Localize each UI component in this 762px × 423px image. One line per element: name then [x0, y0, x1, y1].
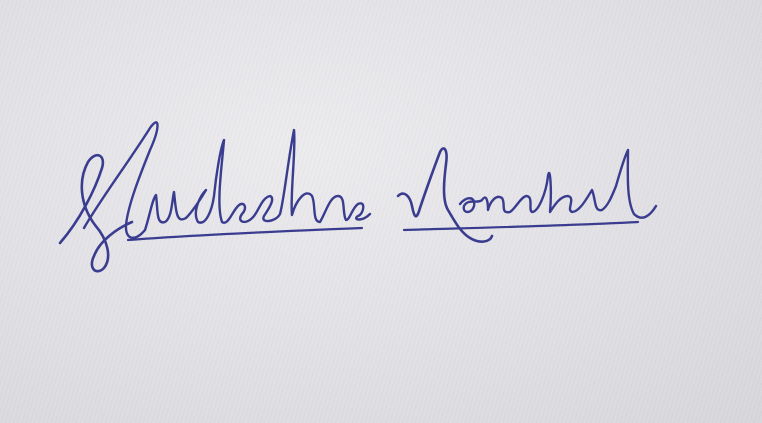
underline-last-name [404, 222, 638, 230]
signature-first-name [60, 122, 370, 271]
letter-s-tall-stroke [84, 122, 158, 237]
letters-udeshna [145, 130, 370, 230]
underline-first-name [128, 228, 362, 240]
signature-last-name [398, 148, 656, 241]
letters-ondal [460, 150, 656, 218]
